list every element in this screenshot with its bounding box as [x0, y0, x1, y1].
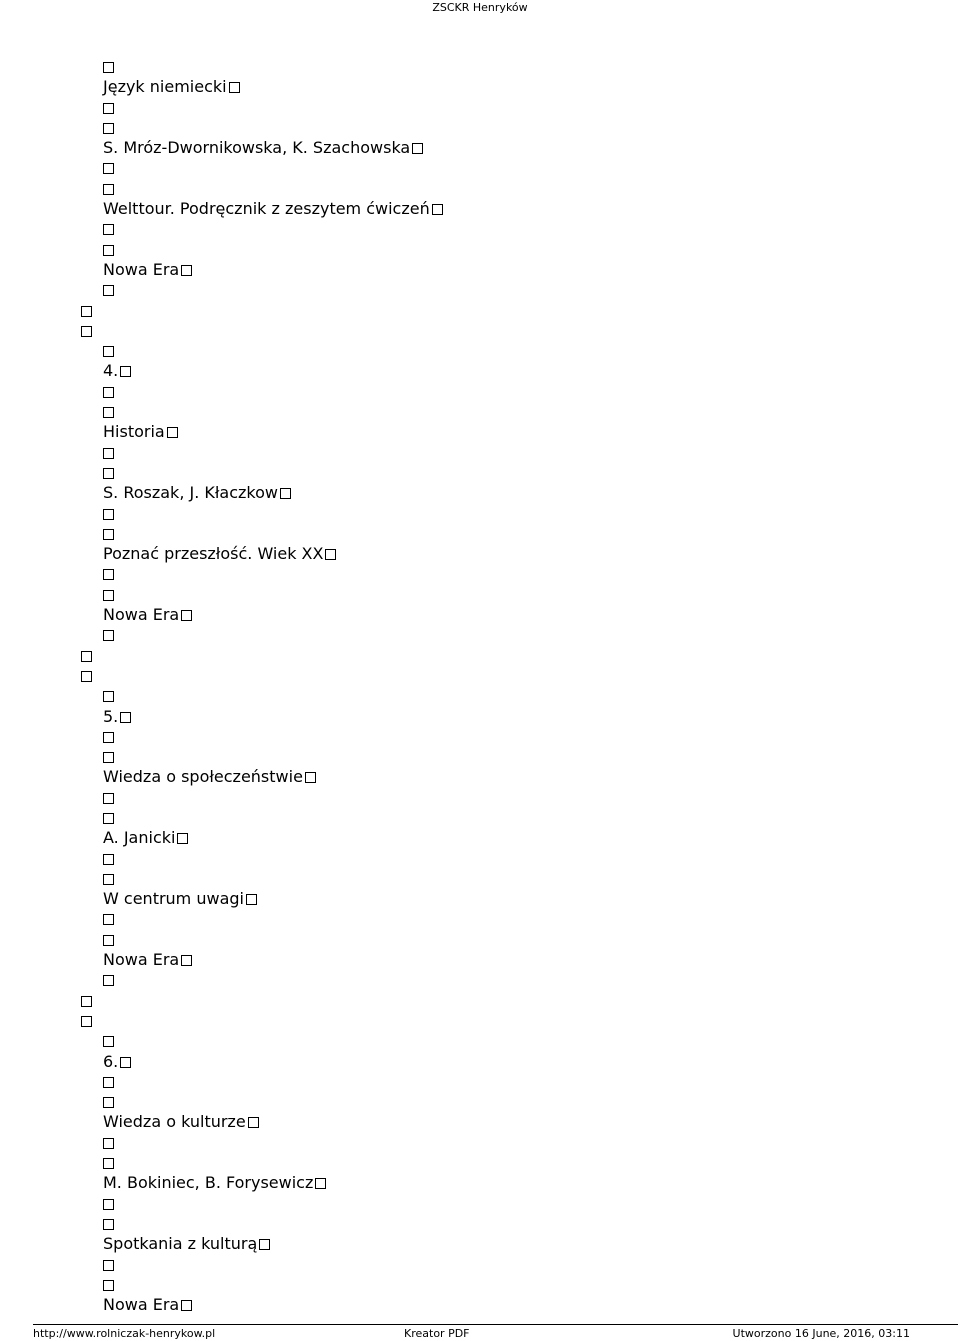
- footer-divider: [33, 1324, 958, 1325]
- missing-glyph-box-icon: [103, 1036, 114, 1047]
- line-text: 6.: [103, 1051, 119, 1071]
- footer-created-date: Utworzono 16 June, 2016, 03:11: [732, 1327, 910, 1340]
- missing-glyph-box-icon: [103, 874, 114, 885]
- text-line: [81, 1112, 941, 1132]
- line-text: Spotkania z kulturą: [103, 1234, 258, 1254]
- empty-line: [81, 970, 941, 990]
- missing-glyph-box-icon: [103, 468, 114, 479]
- line-text: S. Roszak, J. Kłaczkow: [103, 483, 278, 503]
- page-header-title: ZSCKR Henryków: [432, 1, 528, 14]
- empty-line: [81, 402, 941, 422]
- empty-line: [81, 1255, 941, 1275]
- missing-glyph-box-icon: [103, 793, 114, 804]
- line-text: Język niemiecki: [103, 77, 227, 97]
- line-text: Welttour. Podręcznik z zeszytem ćwiczeń: [103, 199, 430, 219]
- text-line: [81, 361, 941, 381]
- missing-glyph-box-icon: [103, 245, 114, 256]
- empty-line: [81, 524, 941, 544]
- empty-line: [81, 321, 941, 341]
- missing-glyph-box-icon: [181, 610, 192, 621]
- missing-glyph-box-icon: [103, 914, 114, 925]
- empty-line: [81, 57, 941, 77]
- text-line: [81, 605, 941, 625]
- missing-glyph-box-icon: [103, 1158, 114, 1169]
- line-text: 4.: [103, 361, 119, 381]
- line-text: Nowa Era: [103, 950, 180, 970]
- missing-glyph-box-icon: [103, 569, 114, 580]
- empty-line: [81, 808, 941, 828]
- text-line: [81, 138, 941, 158]
- empty-line: [81, 463, 941, 483]
- line-text: Nowa Era: [103, 259, 180, 279]
- empty-line: [81, 1092, 941, 1112]
- empty-line: [81, 1275, 941, 1295]
- empty-line: [81, 727, 941, 747]
- line-text: Nowa Era: [103, 605, 180, 625]
- empty-line: [81, 991, 941, 1011]
- line-text: M. Bokiniec, B. Forysewicz: [103, 1173, 314, 1193]
- footer-url-link[interactable]: http://www.rolniczak-henrykow.pl: [33, 1327, 216, 1340]
- missing-glyph-box-icon: [181, 955, 192, 966]
- empty-line: [81, 280, 941, 300]
- empty-line: [81, 1153, 941, 1173]
- empty-line: [81, 930, 941, 950]
- empty-line: [81, 1011, 941, 1031]
- empty-line: [81, 585, 941, 605]
- missing-glyph-box-icon: [81, 1016, 92, 1027]
- missing-glyph-box-icon: [81, 326, 92, 337]
- missing-glyph-box-icon: [103, 1199, 114, 1210]
- empty-line: [81, 666, 941, 686]
- missing-glyph-box-icon: [432, 204, 443, 215]
- empty-line: [81, 646, 941, 666]
- text-line: [81, 544, 941, 564]
- empty-line: [81, 382, 941, 402]
- missing-glyph-box-icon: [103, 732, 114, 743]
- missing-glyph-box-icon: [103, 123, 114, 134]
- missing-glyph-box-icon: [315, 1178, 326, 1189]
- text-line: [81, 77, 941, 97]
- empty-line: [81, 341, 941, 361]
- empty-line: [81, 98, 941, 118]
- missing-glyph-box-icon: [103, 752, 114, 763]
- missing-glyph-box-icon: [103, 854, 114, 865]
- missing-glyph-box-icon: [103, 1097, 114, 1108]
- empty-line: [81, 1072, 941, 1092]
- missing-glyph-box-icon: [81, 996, 92, 1007]
- missing-glyph-box-icon: [103, 813, 114, 824]
- empty-line: [81, 158, 941, 178]
- missing-glyph-box-icon: [103, 529, 114, 540]
- line-text: 5.: [103, 706, 119, 726]
- line-text: Wiedza o kulturze: [103, 1112, 246, 1132]
- missing-glyph-box-icon: [103, 62, 114, 73]
- line-text: S. Mróz-Dwornikowska, K. Szachowska: [103, 138, 411, 158]
- line-text: A. Janicki: [103, 828, 176, 848]
- empty-line: [81, 301, 941, 321]
- missing-glyph-box-icon: [103, 103, 114, 114]
- missing-glyph-box-icon: [103, 407, 114, 418]
- empty-line: [81, 909, 941, 929]
- missing-glyph-box-icon: [120, 1057, 131, 1068]
- missing-glyph-box-icon: [103, 1138, 114, 1149]
- empty-line: [81, 219, 941, 239]
- missing-glyph-box-icon: [229, 82, 240, 93]
- missing-glyph-box-icon: [103, 163, 114, 174]
- footer-generator: Kreator PDF: [404, 1327, 470, 1340]
- missing-glyph-box-icon: [103, 184, 114, 195]
- text-line: [81, 950, 941, 970]
- empty-line: [81, 564, 941, 584]
- missing-glyph-box-icon: [167, 427, 178, 438]
- missing-glyph-box-icon: [120, 366, 131, 377]
- text-line: [81, 1052, 941, 1072]
- missing-glyph-box-icon: [305, 772, 316, 783]
- missing-glyph-box-icon: [103, 590, 114, 601]
- missing-glyph-box-icon: [259, 1239, 270, 1250]
- empty-line: [81, 869, 941, 889]
- empty-line: [81, 747, 941, 767]
- text-line: [81, 707, 941, 727]
- missing-glyph-box-icon: [103, 387, 114, 398]
- missing-glyph-box-icon: [181, 1300, 192, 1311]
- missing-glyph-box-icon: [248, 1117, 259, 1128]
- missing-glyph-box-icon: [103, 1280, 114, 1291]
- missing-glyph-box-icon: [120, 712, 131, 723]
- text-line: [81, 483, 941, 503]
- line-text: Poznać przeszłość. Wiek XX: [103, 544, 324, 564]
- text-line: [81, 767, 941, 787]
- missing-glyph-box-icon: [103, 630, 114, 641]
- missing-glyph-box-icon: [177, 833, 188, 844]
- missing-glyph-box-icon: [280, 488, 291, 499]
- missing-glyph-box-icon: [103, 224, 114, 235]
- missing-glyph-box-icon: [81, 671, 92, 682]
- empty-line: [81, 686, 941, 706]
- empty-line: [81, 118, 941, 138]
- missing-glyph-box-icon: [103, 448, 114, 459]
- empty-line: [81, 849, 941, 869]
- missing-glyph-box-icon: [103, 975, 114, 986]
- missing-glyph-box-icon: [246, 894, 257, 905]
- empty-line: [81, 1031, 941, 1051]
- missing-glyph-box-icon: [103, 935, 114, 946]
- text-line: [81, 1173, 941, 1193]
- missing-glyph-box-icon: [325, 549, 336, 560]
- missing-glyph-box-icon: [412, 143, 423, 154]
- text-line: [81, 828, 941, 848]
- missing-glyph-box-icon: [81, 306, 92, 317]
- empty-line: [81, 1194, 941, 1214]
- line-text: Wiedza o społeczeństwie: [103, 767, 303, 787]
- line-text: W centrum uwagi: [103, 889, 244, 909]
- empty-line: [81, 504, 941, 524]
- missing-glyph-box-icon: [103, 346, 114, 357]
- line-text: Nowa Era: [103, 1295, 180, 1315]
- text-line: [81, 889, 941, 909]
- line-text: Historia: [103, 422, 165, 442]
- empty-line: [81, 1133, 941, 1153]
- missing-glyph-box-icon: [181, 265, 192, 276]
- text-line: [81, 199, 941, 219]
- empty-line: [81, 788, 941, 808]
- empty-line: [81, 179, 941, 199]
- missing-glyph-box-icon: [103, 1219, 114, 1230]
- text-line: [81, 422, 941, 442]
- text-line: [81, 1234, 941, 1254]
- missing-glyph-box-icon: [103, 509, 114, 520]
- missing-glyph-box-icon: [103, 285, 114, 296]
- missing-glyph-box-icon: [103, 691, 114, 702]
- document-body: [81, 57, 941, 1315]
- text-line: [81, 260, 941, 280]
- empty-line: [81, 625, 941, 645]
- empty-line: [81, 443, 941, 463]
- missing-glyph-box-icon: [81, 651, 92, 662]
- empty-line: [81, 240, 941, 260]
- missing-glyph-box-icon: [103, 1077, 114, 1088]
- text-line: [81, 1295, 941, 1315]
- empty-line: [81, 1214, 941, 1234]
- missing-glyph-box-icon: [103, 1260, 114, 1271]
